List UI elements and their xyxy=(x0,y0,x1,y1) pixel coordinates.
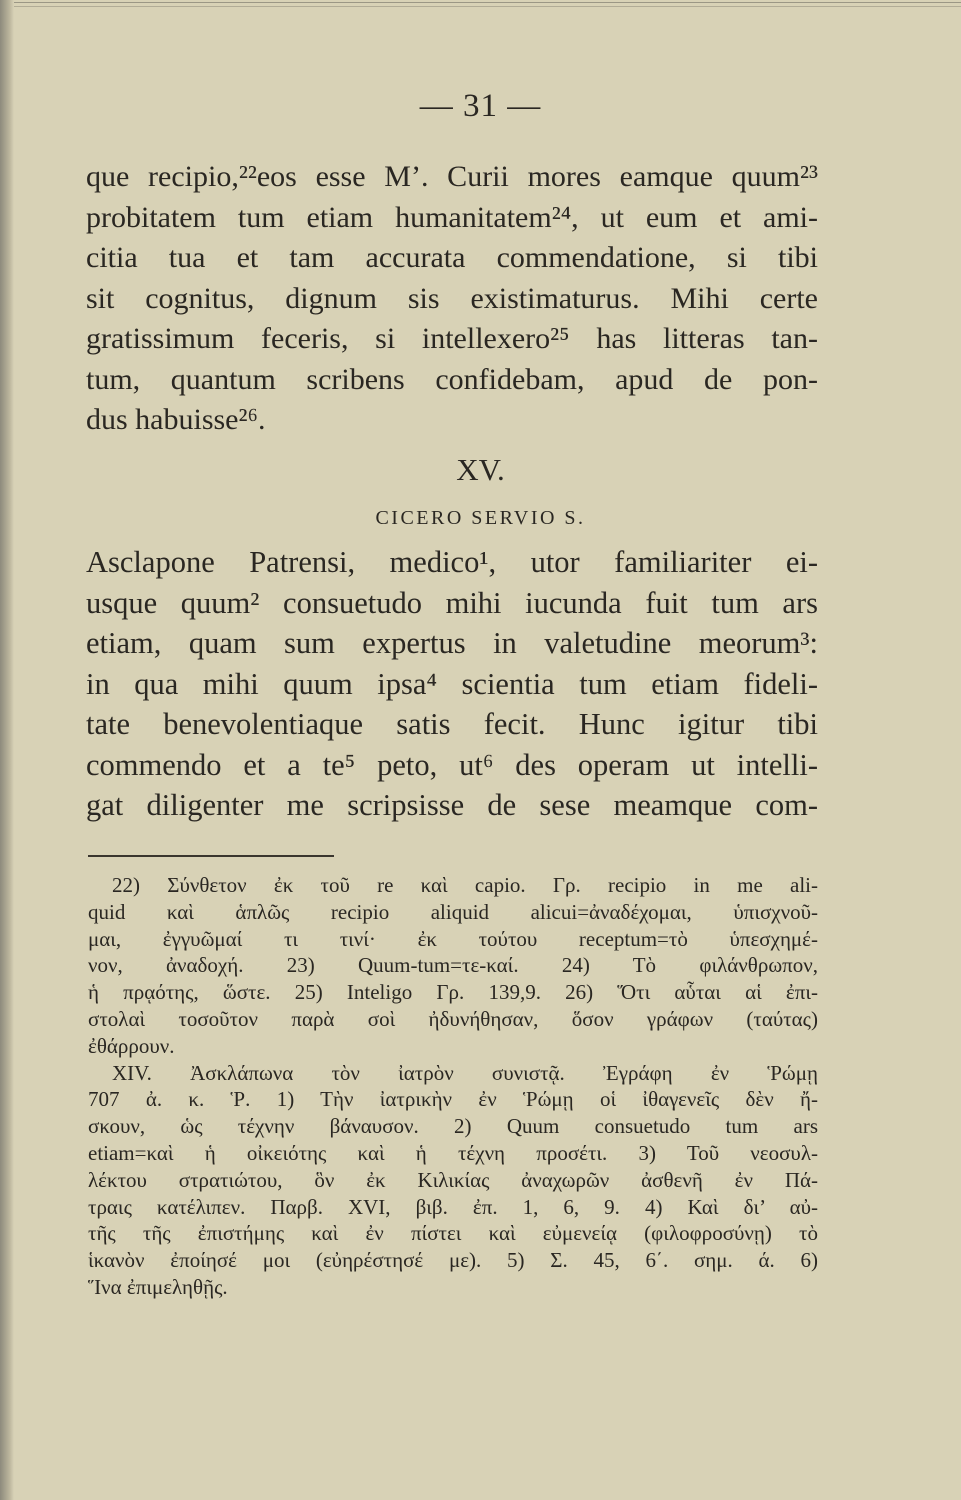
footnote-line: 707 ἀ. κ. Ῥ. 1) Τὴν ἰατρικὴν ἐν Ῥώμῃ οἱ ἰθαγενεῖς δὲν ἤ- xyxy=(88,1087,818,1112)
footnote-line: ἡ πρᾳότης, ὥστε. 25) Inteligo Γρ. 139,9. 26) Ὅτι αὗται αἱ ἐπι- xyxy=(88,980,818,1005)
text-line: Asclapone Patrensi, medico¹, utor familiariter ei- xyxy=(86,545,818,579)
footnote-line: ἐθάρρουν. xyxy=(88,1033,175,1058)
top-rule-secondary xyxy=(14,6,961,7)
footnote-line: XIV. Ἀσκλάπωνα τὸν ἰατρὸν συνιστᾷ. Ἐγράφη ἐν Ῥώμῃ xyxy=(112,1060,818,1085)
footnote-line: νον, ἀναδοχή. 23) Quum-tum=τε-καί. 24) Τὸ φιλάνθρωπον, xyxy=(88,953,818,978)
text-line: gratissimum feceris, si intellexero²⁵ has litteras tan- xyxy=(86,322,818,355)
footnote-line: 22) Σύνθετον ἐκ τοῦ re καὶ capio. Γρ. recipio in me ali- xyxy=(112,873,818,897)
footnote-divider xyxy=(88,855,334,857)
footnote-line: λέκτου στρατιώτου, ὃν ἐκ Κιλικίας ἀναχωρῶν ἀσθενῆ ἐν Πά- xyxy=(88,1167,818,1192)
text-line: sit cognitus, dignum sis existimaturus. Mihi certe xyxy=(86,281,818,315)
paragraph-continuation xyxy=(86,157,818,441)
footnote-line: μαι, ἐγγυῶμαί τι τινί· ἐκ τούτου receptum=τὸ ὑπεσχημέ- xyxy=(88,926,818,951)
footnote-line: quid καὶ ἁπλῶς recipio aliquid alicui=ἀναδέχομαι, ὑπισχνοῦ- xyxy=(88,899,818,924)
text-line: etiam, quam sum expertus in valetudine meorum³: xyxy=(86,626,818,660)
text-line: gat diligenter me scripsisse de sese meamque com- xyxy=(86,788,818,822)
page-number-header: — 31 — xyxy=(419,88,542,124)
text-line: que recipio,²²eos esse M’. Curii mores eamque quum²³ xyxy=(86,160,818,193)
text-line: usque quum² consuetudo mihi iucunda fuit tum ars xyxy=(86,585,818,620)
footnote-line: etiam=καὶ ἡ οἰκειότης καὶ ἡ τέχνη προσέτι. 3) Τοῦ νεοσυλ- xyxy=(88,1140,818,1165)
footnote-line: τῆς τῆς ἐπιστήμης καὶ ἐν πίστει καὶ εὐμενείᾳ (φιλοφροσύνῃ) τὸ xyxy=(88,1221,818,1246)
text-line: probitatem tum etiam humanitatem²⁴, ut eum et ami- xyxy=(86,200,818,234)
text-line: commendo et a te⁵ peto, ut⁶ des operam ut intelli- xyxy=(86,747,818,782)
text-line: dus habuisse²⁶. xyxy=(86,403,266,436)
footnote-line: ἱκανὸν ἐποίησέ μοι (εὐηρέστησέ με). 5) Σ. 45, 6΄. σημ. ά. 6) xyxy=(88,1248,818,1273)
text-line: tum, quantum scribens confidebam, apud de pon- xyxy=(86,362,818,396)
text-line: citia tua et tam accurata commendatione, si tibi xyxy=(86,241,818,274)
top-rule xyxy=(14,2,961,3)
footnote-line: στολαὶ τοσοῦτον παρὰ σοὶ ἠδυνήθησαν, ὅσον γράφων (ταύτας) xyxy=(88,1006,818,1031)
page-binding-edge xyxy=(0,0,14,1500)
footnotes xyxy=(88,872,818,1301)
text-line: in qua mihi quum ipsa⁴ scientia tum etiam fideli- xyxy=(86,666,818,701)
section-heading: CICERO SERVIO S. xyxy=(375,507,586,529)
footnote-line: τραις κατέλιπεν. Παρβ. XVI, βιβ. ἐπ. 1, 6, 9. 4) Καὶ δι’ αὐ- xyxy=(88,1194,818,1219)
footnote-line: Ἵνα ἐπιμεληθῇς. xyxy=(88,1274,228,1299)
text-line: tate benevolentiaque satis fecit. Hunc igitur tibi xyxy=(86,707,818,741)
letter-paragraph xyxy=(86,542,818,826)
section-number: XV. xyxy=(456,452,505,487)
footnote-line: σκουν, ὡς τέχνην βάναυσον. 2) Quum consuetudo tum ars xyxy=(88,1114,818,1139)
